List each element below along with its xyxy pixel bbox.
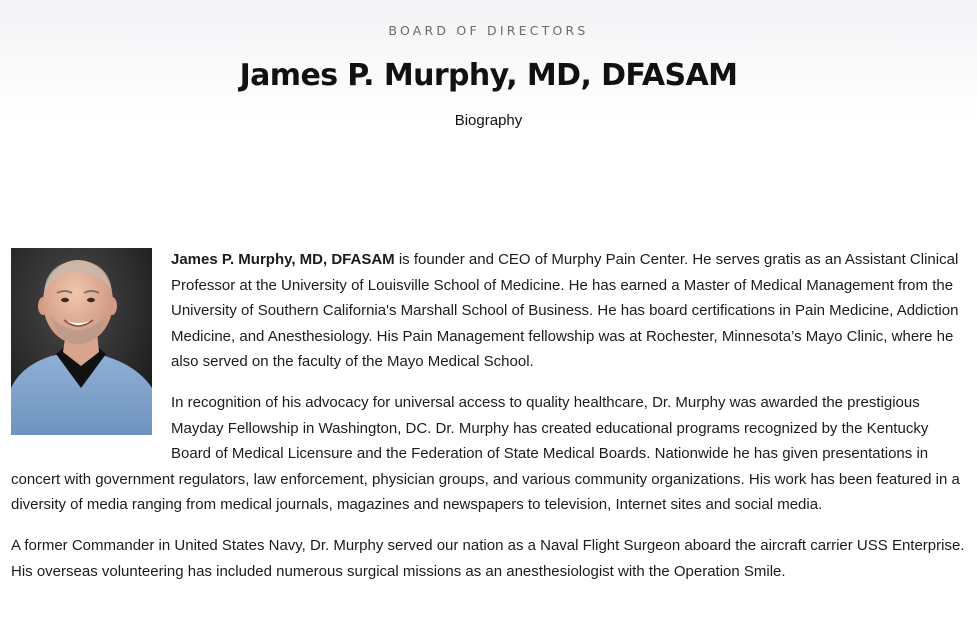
headshot-photo (11, 248, 152, 435)
bio-paragraph-2: In recognition of his advocacy for universal access to quality healthcare, Dr. Murphy was awarded the prestigious Mayday Fellowship in Washington, DC. Dr. Murphy has created educational programs recognized by the Kentucky Board of Medical Licensure and the Federation of State Medical Boards. Nationwide he has given presentations in concert with government regulators, law enforcement, physician groups, and various community organizations. His work has been featured in a diversity of media ranging from medical journals, magazines and newspapers to television, Internet sites and social media. (11, 393, 960, 514)
biography-content (11, 248, 971, 599)
bio-paragraph-3: A former Commander in United States Navy, Dr. Murphy served our nation as a Naval Flight Surgeon aboard the aircraft carrier USS Enterprise. His overseas volunteering has included numerous surgical missions as an anesthesiologist with the Operation Smile. (11, 536, 965, 580)
page-title: James P. Murphy, MD, DFASAM (239, 58, 738, 93)
page-subtitle: Biography (454, 112, 523, 129)
bio-paragraph-1-text: is founder and CEO of Murphy Pain Center. He serves gratis as an Assistant Clinical Professor at the University of Louisville School of Medicine. He has earned a Master of Medical Management from the University of Southern California's Marshall School of Business. He has board certifications in Pain Medicine, Addiction Medicine, and Anesthesiology. His Pain Management fellowship was at Rochester, Minnesota’s Mayo Clinic, where he also served on the faculty of the Mayo Medical School. (171, 251, 959, 371)
section-eyebrow: BOARD OF DIRECTORS (388, 23, 589, 38)
bio-paragraph-1 (11, 247, 971, 375)
bio-name-bold: James P. Murphy, MD, DFASAM (171, 251, 395, 268)
page-header (0, 0, 977, 131)
